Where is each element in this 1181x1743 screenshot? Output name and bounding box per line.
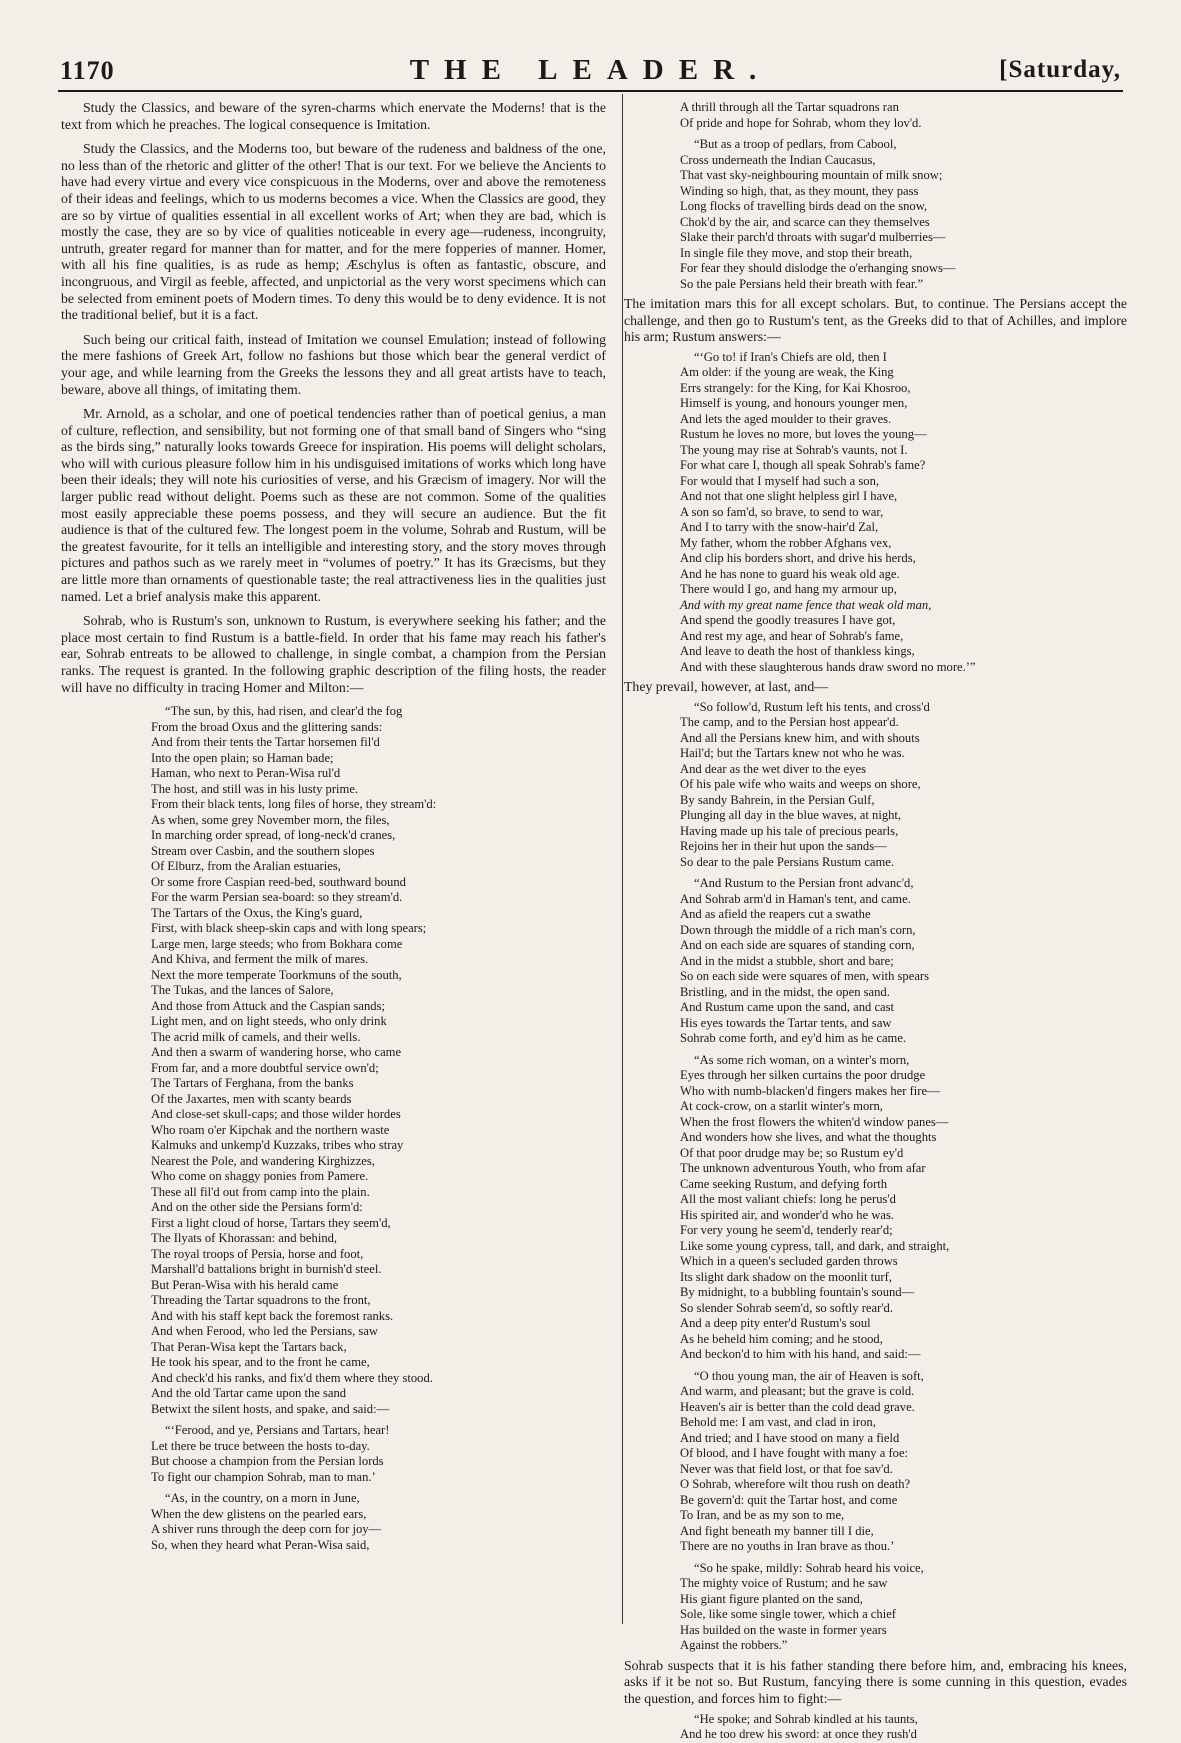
verse-line: “And Rustum to the Persian front advanc'd, xyxy=(694,876,914,891)
verse-line: For the warm Persian sea-board: so they stream'd. xyxy=(151,890,403,905)
verse-line: And lets the aged moulder to their graves. xyxy=(680,411,892,426)
verse-line: And fight beneath my banner till I die, xyxy=(680,1523,874,1538)
verse-line: His eyes towards the Tartar tents, and saw xyxy=(680,1015,892,1030)
verse-line: Of pride and hope for Sohrab, whom they lov'd. xyxy=(680,115,922,130)
left-paragraph: Such being our critical faith, instead of Imitation we counsel Emulation; instead of following the mere fashions of Greek Art, follow no fashions but those which bear the general verdict of your age, and while learning from the Greeks the lessons they and all great artists have to teach, beware, above all things, of imitating them. xyxy=(61,331,606,397)
verse-line: Who roam o'er Kipchak and the northern waste xyxy=(151,1122,390,1137)
verse-line: First, with black sheep-skin caps and with long spears; xyxy=(151,921,427,936)
right-verse-block-3 xyxy=(680,700,1127,1654)
right-paragraph-3: Sohrab suspects that it is his father standing there before him, and, embracing his knees, asks if it be not so. But Rustum, fancying there is some cunning in this question, evades the question, and forces him to fight:— xyxy=(624,1657,1127,1707)
verse-line: Plunging all day in the blue waves, at night, xyxy=(680,808,902,823)
verse-line: For would that I myself had such a son, xyxy=(680,473,880,488)
verse-line: “He spoke; and Sohrab kindled at his taunts, xyxy=(694,1711,918,1726)
verse-line: Nearest the Pole, and wandering Kirghizzes, xyxy=(151,1153,375,1168)
verse-line: Into the open plain; so Haman bade; xyxy=(151,750,334,765)
verse-line: Chok'd by the air, and scarce can they themselves xyxy=(680,214,930,229)
verse-line: And tried; and I have stood on many a field xyxy=(680,1430,900,1445)
verse-line: The host, and still was in his lusty prime. xyxy=(151,781,359,796)
verse-line: Large men, large steeds; who from Bokhara come xyxy=(151,936,403,951)
left-paragraph: Study the Classics, and beware of the syren-charms which enervate the Moderns! that is the text from which he preaches. The logical consequence is Imitation. xyxy=(61,100,606,132)
right-paragraph-2: They prevail, however, at last, and— xyxy=(624,679,829,695)
verse-line: Cross underneath the Indian Caucasus, xyxy=(680,152,876,167)
verse-line: And spend the goodly treasures I have got, xyxy=(680,613,896,628)
verse-line: And Rustum came upon the sand, and cast xyxy=(680,1000,895,1015)
verse-line: From the broad Oxus and the glittering sands: xyxy=(151,719,383,734)
verse-line: Rejoins her in their hut upon the sands— xyxy=(680,839,887,854)
verse-line: Errs strangely: for the King, for Kai Khosroo, xyxy=(680,380,911,395)
verse-line: And on the other side the Persians form'd: xyxy=(151,1200,363,1215)
verse-line: Which in a queen's secluded garden throws xyxy=(680,1254,898,1269)
right-column xyxy=(624,100,1127,1743)
verse-line: So, when they heard what Peran-Wisa said, xyxy=(151,1537,370,1552)
left-verse-block xyxy=(151,704,606,1553)
verse-line: Haman, who next to Peran-Wisa rul'd xyxy=(151,766,341,781)
verse-line: My father, whom the robber Afghans vex, xyxy=(680,535,892,550)
verse-line: Light men, and on light steeds, who only drink xyxy=(151,1014,387,1029)
verse-line: The Tukas, and the lances of Salore, xyxy=(151,983,334,998)
right-paragraph-1: The imitation mars this for all except scholars. But, to continue. The Persians accept the challenge, and then go to Rustum's tent, as the Greeks did to that of Achilles, and implore his arm; Rustum answers:— xyxy=(624,296,1127,345)
verse-line: And then a swarm of wandering horse, who came xyxy=(151,1045,402,1060)
verse-line: Betwixt the silent hosts, and spake, and said:— xyxy=(151,1401,390,1416)
verse-line: To Iran, and be as my son to me, xyxy=(680,1508,845,1523)
verse-line: The Ilyats of Khorassan: and behind, xyxy=(151,1231,338,1246)
verse-line: And he too drew his sword: at once they rush'd xyxy=(680,1727,917,1742)
verse-line: In marching order spread, of long-neck'd cranes, xyxy=(151,828,396,843)
verse-line: And on each side are squares of standing corn, xyxy=(680,938,915,953)
verse-line: O Sohrab, wherefore wilt thou rush on death? xyxy=(680,1477,911,1492)
verse-line: The royal troops of Persia, horse and foot, xyxy=(151,1246,364,1261)
verse-line: Sohrab come forth, and ey'd him as he came. xyxy=(680,1031,907,1046)
verse-line: For fear they should dislodge the o'erhanging snows— xyxy=(680,261,956,275)
verse-line: Eyes through her silken curtains the poor drudge xyxy=(680,1068,926,1083)
verse-line: “So follow'd, Rustum left his tents, and cross'd xyxy=(694,699,930,714)
left-paragraph: Sohrab, who is Rustum's son, unknown to Rustum, is everywhere seeking his father; and the place most certain to find Rustum is a battle-field. In order that his fame may reach his father's ear, Sohrab entreats to be allowed to challenge, in single combat, a champion from the Persian ranks. The request is granted. In the following graphic description of the filing hosts, the reader will have no difficulty in tracing Homer and Milton:— xyxy=(61,613,606,695)
verse-line: From far, and a more doubtful service own'd; xyxy=(151,1060,379,1075)
verse-line: But choose a champion from the Persian lords xyxy=(151,1454,384,1469)
left-paragraph: Study the Classics, and the Moderns too, but beware of the rudeness and baldness of the one, no less than of the rhetoric and glitter of the other! That is our text. For we believe the Ancients to have had every virtue and every vice conspicuous in the Moderns, over and above the remoteness of their ideas and feelings, which to us moderns becomes a vice. When the Classics are good, they are so by virtue of qualities essential in all excellent works of Art; when they are bad, which is mostly the case, they are so by vice of qualities noticeable in every age—rudeness, incongruity, untruth, greater regard for manner than for matter, and for the mere fopperies of manner. Homer, with all his fine qualities, is as rude as hemp; Æschylus is often as fantastic, obscure, and incongruous, and Virgil as feeble, affected, and unpictorial as the very worst specimens which can be selected from eminent poets of Modern times. To deny this would be to deny evidence. It is not the traditional belief, but it is a fact. xyxy=(61,141,606,323)
verse-line: “‘Ferood, and ye, Persians and Tartars, hear! xyxy=(165,1423,390,1438)
verse-line: So on each side were squares of men, with spears xyxy=(680,969,930,984)
verse-line: At cock-crow, on a starlit winter's morn, xyxy=(680,1099,883,1114)
verse-line: Behold me: I am vast, and clad in iron, xyxy=(680,1415,876,1430)
verse-line: And clip his borders short, and drive his herds, xyxy=(680,551,916,566)
verse-line: First a light cloud of horse, Tartars they seem'd, xyxy=(151,1215,391,1230)
verse-line: Kalmuks and unkemp'd Kuzzaks, tribes who stray xyxy=(151,1138,404,1153)
verse-line: “O thou young man, the air of Heaven is soft, xyxy=(694,1368,924,1383)
verse-line: But Peran-Wisa with his herald came xyxy=(151,1277,339,1292)
right-verse-block-4 xyxy=(680,1712,1127,1743)
verse-line: And dear as the wet diver to the eyes xyxy=(680,761,867,776)
verse-line: Am older: if the young are weak, the King xyxy=(680,365,894,380)
verse-line: And leave to death the host of thankless kings, xyxy=(680,644,915,659)
header-rule xyxy=(58,90,1123,92)
verse-line: And beckon'd to him with his hand, and said:— xyxy=(680,1347,921,1362)
page-number: 1170 xyxy=(60,56,115,85)
verse-line: The mighty voice of Rustum; and he saw xyxy=(680,1576,888,1591)
verse-line: Having made up his tale of precious pearls, xyxy=(680,823,899,838)
right-verse-block-2 xyxy=(680,350,1127,676)
verse-line: He took his spear, and to the front he came, xyxy=(151,1355,370,1370)
verse-line: The camp, and to the Persian host appear'd. xyxy=(680,715,899,730)
verse-line: Rustum he loves no more, but loves the young— xyxy=(680,427,927,442)
verse-line: And I to tarry with the snow-hair'd Zal, xyxy=(680,520,879,535)
verse-line: When the frost flowers the whiten'd window panes— xyxy=(680,1114,949,1129)
verse-line: “As some rich woman, on a winter's morn, xyxy=(694,1052,910,1067)
verse-line: In single file they move, and stop their breath, xyxy=(680,245,913,260)
right-verse-block-1 xyxy=(680,100,1127,292)
verse-line: And Sohrab arm'd in Haman's tent, and came. xyxy=(680,891,911,906)
verse-line: And with his staff kept back the foremost ranks. xyxy=(151,1308,394,1323)
verse-line: The Tartars of Ferghana, from the banks xyxy=(151,1076,354,1091)
verse-line: As when, some grey November morn, the files, xyxy=(151,812,390,827)
verse-line: And rest my age, and hear of Sohrab's fame, xyxy=(680,628,904,643)
verse-line: A son so fam'd, so brave, to send to war, xyxy=(680,504,884,519)
verse-line: When the dew glistens on the pearled ears, xyxy=(151,1506,367,1521)
verse-line: Long flocks of travelling birds dead on the snow, xyxy=(680,199,928,213)
left-column xyxy=(61,100,606,1553)
verse-line: “So he spake, mildly: Sohrab heard his voice, xyxy=(694,1560,924,1575)
verse-line: The unknown adventurous Youth, who from afar xyxy=(680,1161,926,1176)
verse-line: So slender Sohrab seem'd, so softly rear'd. xyxy=(680,1300,893,1315)
verse-line: Of his pale wife who waits and weeps on shore, xyxy=(680,777,921,792)
verse-line: So dear to the pale Persians Rustum came. xyxy=(680,854,895,869)
verse-line: And a deep pity enter'd Rustum's soul xyxy=(680,1316,871,1331)
verse-line: Against the robbers.” xyxy=(680,1638,788,1653)
verse-line: And in the midst a stubble, short and bare; xyxy=(680,953,894,968)
verse-line: “As, in the country, on a morn in June, xyxy=(165,1491,360,1506)
verse-line: And all the Persians knew him, and with shouts xyxy=(680,730,920,745)
left-paragraph: Mr. Arnold, as a scholar, and one of poetical tendencies rather than of poetical genius, a man of culture, reflection, and sensibility, but not forming one of that small band of Singers who “sing as the birds sing,” naturally looks towards Greece for inspiration. His poems will delight scholars, who will with curious pleasure follow him in his undisguised imitations of works which long have been their ideals; they will note his curiosities of verse, and his Græcism of imagery. Nor will the larger public read without delight. Poems such as these are not common. Some of the qualities most easily appreciable these poems possess, and they will secure an audience. But the fit audience is that of the cultured few. The longest poem in the volume, Sohrab and Rustum, will be the greatest favourite, for it tells an intelligible and interesting story, and the story moves through pictures and pathos such as we rarely meet in “volumes of poetry.” It has its Græcisms, but they are little more than ornaments of questionable taste; the real attractiveness lies in the qualities just named. Let a brief analysis make this apparent. xyxy=(61,406,606,604)
verse-line: The acrid milk of camels, and their wells. xyxy=(151,1029,361,1044)
verse-line: Sole, like some single tower, which a chief xyxy=(680,1607,896,1622)
verse-line: Who come on shaggy ponies from Pamere. xyxy=(151,1169,369,1184)
verse-line: And from their tents the Tartar horsemen fil'd xyxy=(151,735,380,750)
verse-line: Down through the middle of a rich man's corn, xyxy=(680,922,916,937)
verse-line: By sandy Bahrein, in the Persian Gulf, xyxy=(680,792,875,807)
column-divider xyxy=(622,94,623,1624)
verse-line: Slake their parch'd throats with sugar'd mulberries— xyxy=(680,230,946,244)
verse-line: There are no youths in Iran brave as thou.’ xyxy=(680,1539,895,1554)
verse-line: And the old Tartar came upon the sand xyxy=(151,1386,347,1401)
verse-line: His spirited air, and wonder'd who he was. xyxy=(680,1207,895,1222)
verse-line: Be govern'd: quit the Tartar host, and come xyxy=(680,1492,898,1507)
verse-line: So the pale Persians held their breath with fear.” xyxy=(680,276,924,291)
issue-day: [Saturday, xyxy=(999,56,1121,83)
verse-line: Threading the Tartar squadrons to the front, xyxy=(151,1293,371,1308)
verse-line: His giant figure planted on the sand, xyxy=(680,1591,863,1606)
publication-title: THE LEADER. xyxy=(409,54,772,86)
verse-line: For what care I, though all speak Sohrab's fame? xyxy=(680,458,926,473)
verse-line: And with these slaughterous hands draw sword no more.’” xyxy=(680,659,976,674)
verse-line: And check'd his ranks, and fix'd them where they stood. xyxy=(151,1370,433,1385)
verse-line: A shiver runs through the deep corn for joy— xyxy=(151,1522,382,1537)
verse-line: A thrill through all the Tartar squadrons ran xyxy=(680,100,899,114)
verse-line: The young may rise at Sohrab's vaunts, not I. xyxy=(680,442,908,457)
verse-line: And Khiva, and ferment the milk of mares. xyxy=(151,952,369,967)
verse-line: Has builded on the waste in former years xyxy=(680,1622,887,1637)
verse-line: Hail'd; but the Tartars knew not who he was. xyxy=(680,746,905,761)
verse-line: The Tartars of the Oxus, the King's guard, xyxy=(151,905,363,920)
verse-line: And warm, and pleasant; but the grave is cold. xyxy=(680,1384,915,1399)
verse-line: Or some frore Caspian reed-bed, southward bound xyxy=(151,874,406,889)
verse-line: Marshall'd battalions bright in burnish'd steel. xyxy=(151,1262,382,1277)
verse-line: Came seeking Rustum, and defying forth xyxy=(680,1176,888,1191)
verse-line: And with my great name fence that weak old man, xyxy=(680,597,932,612)
verse-line: Himself is young, and honours younger men, xyxy=(680,396,908,411)
verse-line: And as afield the reapers cut a swathe xyxy=(680,907,871,922)
verse-line: And wonders how she lives, and what the thoughts xyxy=(680,1130,937,1145)
verse-line: Who with numb-blacken'd fingers makes her fire— xyxy=(680,1083,940,1098)
verse-line: “‘Go to! if Iran's Chiefs are old, then I xyxy=(694,349,887,364)
verse-line: These all fil'd out from camp into the plain. xyxy=(151,1184,370,1199)
verse-line: Heaven's air is better than the cold dead grave. xyxy=(680,1399,915,1414)
verse-line: Of Elburz, from the Aralian estuaries, xyxy=(151,859,341,874)
verse-line: And close-set skull-caps; and those wilder hordes xyxy=(151,1107,401,1122)
verse-line: And those from Attuck and the Caspian sands; xyxy=(151,998,385,1013)
verse-line: And when Ferood, who led the Persians, saw xyxy=(151,1324,379,1339)
verse-line: All the most valiant chiefs: long he perus'd xyxy=(680,1192,896,1207)
verse-line: Never was that field lost, or that foe sav'd. xyxy=(680,1461,893,1476)
verse-line: Let there be truce between the hosts to-day. xyxy=(151,1438,370,1453)
verse-line: For very young he seem'd, tenderly rear'd; xyxy=(680,1223,893,1238)
verse-line: “But as a troop of pedlars, from Cabool, xyxy=(694,137,897,151)
masthead xyxy=(0,0,1181,92)
verse-line: Of the Jaxartes, men with scanty beards xyxy=(151,1091,352,1106)
verse-line: And not that one slight helpless girl I have, xyxy=(680,489,898,504)
verse-line: Of that poor drudge may be; so Rustum ey'd xyxy=(680,1145,904,1160)
verse-line: Like some young cypress, tall, and dark, and straight, xyxy=(680,1238,950,1253)
verse-line: Its slight dark shadow on the moonlit turf, xyxy=(680,1269,892,1284)
verse-line: As he beheld him coming; and he stood, xyxy=(680,1331,883,1346)
verse-line: That Peran-Wisa kept the Tartars back, xyxy=(151,1339,347,1354)
verse-line: Winding so high, that, as they mount, they pass xyxy=(680,183,919,198)
verse-line: By midnight, to a bubbling fountain's sound— xyxy=(680,1285,915,1300)
verse-line: There would I go, and hang my armour up, xyxy=(680,582,897,597)
verse-line: Stream over Casbin, and the southern slopes xyxy=(151,843,375,858)
verse-line: Bristling, and in the midst, the open sand. xyxy=(680,984,890,999)
verse-line: And he has none to guard his weak old age. xyxy=(680,566,900,581)
verse-line: From their black tents, long files of horse, they stream'd: xyxy=(151,797,437,812)
verse-line: “The sun, by this, had risen, and clear'd the fog xyxy=(165,704,403,719)
verse-line: To fight our champion Sohrab, man to man.’ xyxy=(151,1469,376,1484)
verse-line: That vast sky-neighbouring mountain of milk snow; xyxy=(680,168,943,182)
verse-line: Next the more temperate Toorkmuns of the south, xyxy=(151,967,402,982)
verse-line: Of blood, and I have fought with many a foe: xyxy=(680,1446,909,1461)
